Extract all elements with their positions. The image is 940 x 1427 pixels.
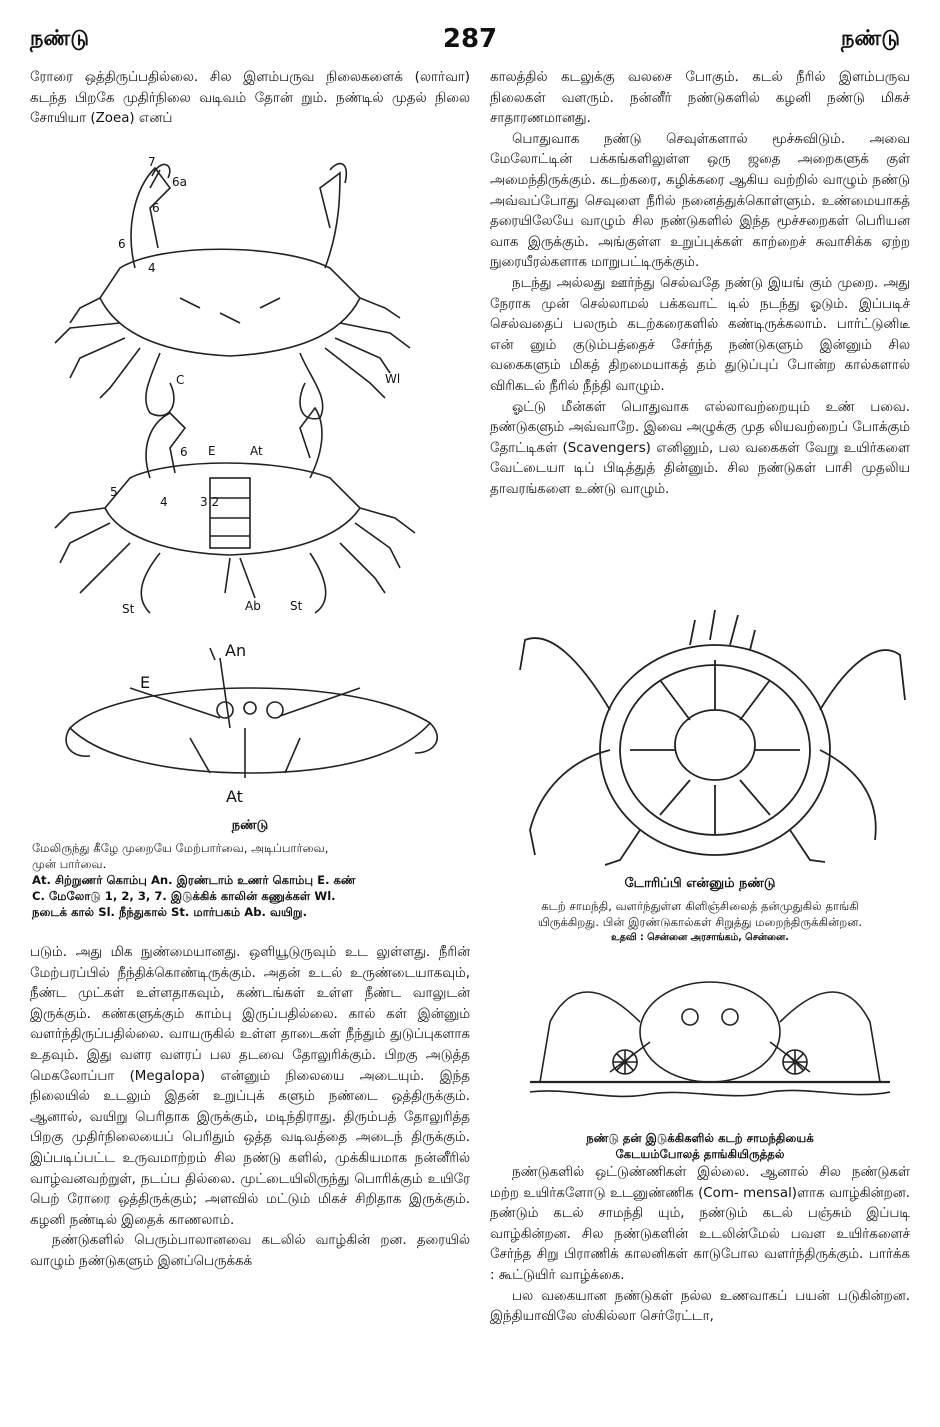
fig-label-32: 3 2	[200, 495, 220, 509]
fig-label-5: 5	[110, 485, 118, 499]
fig-label-6: 6	[152, 201, 160, 215]
dorippe-crab-illustration	[510, 600, 910, 870]
fig-label-6c: 6	[180, 445, 188, 459]
anemone-caption: நண்டு தன் இடுக்கிகளில் கடற் சாமந்தியைக் கேடயம்போலத் தாங்கியிருத்தல்	[586, 1131, 814, 1161]
figure-title: நண்டு	[231, 818, 269, 833]
photo-credit: உதவி : சென்னை அரசாங்கம், சென்னை.	[611, 932, 789, 943]
crab-ventral-view	[55, 408, 415, 613]
right-top-text: காலத்தில் கடலுக்கு வலசை போகும். கடல் நீரில் இளம்பருவ நிலைகள் வளரும். நன்னீர் நண்டுகளில் கழனி நண்டு மிகச் சாதாரணமானது. பொதுவாக நண்டு செவுள்களால் மூச்சுவிடும். அவை மேலோட்டின் பக்கங்களிலுள்ள ஒரு ஜதை அறைகளுக் குள் அமைந்திருக்கும். கடற்கரை, கழிக்கரை ஆகிய வற்றில் வாழும் நண்டு அவ்வப்போது செவுளை நீரில் நனைத்துக்கொள்ளும். உண்மையாகத் தரையிலேயே வாழும் சில நண்டுகளில் இந்த மூச்சறைகள் பெரியன வாக இருக்கும். அங்குள்ள உறுப்புக்கள் காற்றைச் சுவாசிக்க ஏற்ற நுரையீரல்களாக மாறுபட்டிருக்கும். நடந்து அல்லது ஊர்ந்து செல்வதே நண்டு இயங் கும் முறை. அது நேராக முன் செல்லாமல் பக்கவாட் டில் நடந்து ஓடும். இப்படிச் செல்வதைப் பலரும் கடற்கரைகளில் கண்டிருக்கலாம். பார்ட்டுனிடீ என் னும் குடும்பத்தைச் சேர்ந்த நண்டுகளும் இன்னும் சில வகைகளும் மிகத் திறமையாகத் தம் துடுப்புப் போன்ற கால்களால் விரிகடல் நீரில் நீந்தி வாழும். ஓட்டு மீன்கள் பொதுவாக எல்லாவற்றையும் உண் பவை. நண்டுகளும் அவ்வாறே. இவை அழுக்கு முத லியவற்றைப் போக்கும் தோட்டிகள் (Scavengers) எனினும், பல வகைகள் வேறு உயிர்களை வேட்டையா டிப் பிடித்துத் தின்னும். சில நண்டுகள் பாசி முதலிய தாவரங்களை உண்டு வாழும்.	[490, 70, 910, 497]
fig-label-4b: 4	[160, 495, 168, 509]
left-bottom-text: படும். அது மிக நுண்மையானது. ஒளியூடுருவும் உட லுள்ளது. நீரின் மேற்பரப்பில் நீந்திக்கொண்டிருக்கும். அதன் உடல் உருண்டையாகவும், நீண்ட முட்கள் உள்ளதாகவும், கண்டங்கள் உள்ள நீண்ட வாலுடன் இருக்கும். கண்களுக்கும் காம்பு இருப்பதில்லை. கால் கள் இன்னும் வளர்ந்திருப்பதில்லை. வாயருகில் உள்ள தாடைகள் நீந்தும் துடுப்புகளாக உதவும். இது வளர வளரப் பல தடவை தோலுரிக்கும். பிறகு அடுத்த மெகலோப்பா (Megalopa) என்னும் நிலையை அடையும். இந்த நிலையில் உடலும் இதன் உறுப்புக் களும் நண்டை ஒத்திருக்கும். ஆனால், வயிறு பெரிதாக இருக்கும், மடிந்திராது. திரும்பத் தோலுரித்த பிறகு முதிர்நிலையைப் பெரிதும் ஒத்த வடிவத்தை அடைந் திருக்கும். இப்படிப்பட்ட உருவமாற்றம் சில நண்டு களில், முக்கியமாக நன்னீரில் வாழ்வனவற்றுள், நடப்ப தில்லை. முட்டையிலிருந்து பொரிக்கும் உயிரே பெற் ரோரை ஒத்திருக்கும்; அளவில் மட்டும் மிகச் சிறிதாக இருக்கும். கழனி நண்டில் இதைக் காணலாம். நண்டுகளில் பெரும்பாலானவை கடலில் வாழ்கின் றன. தரையில் வாழும் நண்டுகளும் இனப்பெருக்கக்	[30, 945, 470, 1269]
running-head-right: நண்டு	[841, 26, 900, 50]
fig-label-at2: At	[226, 787, 243, 806]
fig-label-wl: Wl	[385, 372, 401, 386]
fig-label-st2: St	[290, 599, 303, 613]
page-number: 287	[442, 24, 498, 54]
fig-label-7: 7	[148, 155, 156, 169]
figure-caption: மேலிருந்து கீழே முறையே மேற்பார்வை, அடிப்பார்வை, முன் பார்வை. At. சிற்றுணர் கொம்பு An. இரண்டாம் உணர் கொம்பு E. கண் C. மேலோடு 1, 2, 3, 7. இடுக்கிக் காலின் கணுக்கள் Wl. நடைக் கால் Sl. நீந்துகால் St. மார்பகம் Ab. வயிறு.	[32, 841, 356, 919]
crab-front-view	[66, 648, 437, 778]
crab-figures	[40, 148, 460, 818]
fig-label-6a: 6a	[172, 175, 187, 189]
right-bottom-text: நண்டுகளில் ஒட்டுண்ணிகள் இல்லை. ஆனால் சில நண்டுகள் மற்ற உயிர்களோடு உடனுண்ணிக (Com- mensal)ளாக வாழ்கின்றன. நண்டும் கடல் சாமந்தி யும், நண்டும் கடல் பஞ்சும் இப்படி வாழ்கின்றன. சில நண்டுகளின் உடலின்மேல் பவள உயிர்களைச் சேர்ந்த சிறு பிராணிக் காலனிகள் காடுபோல வளர்ந்திருக்கும். பார்க்க : கூட்டுயிர் வாழ்க்கை. பல வகையான நண்டுகள் நல்ல உணவாகப் பயன் படுகின்றன. இந்தியாவிலே ஸ்கில்லா செர்ரேட்டா,	[490, 1165, 910, 1325]
fig-label-6b: 6	[118, 237, 126, 251]
crab-dorsal-view	[55, 164, 410, 419]
fig-label-e2: E	[140, 673, 151, 692]
fig-label-4: 4	[148, 261, 156, 275]
fig-label-c: C	[176, 373, 185, 387]
dorippe-caption: கடற் சாமந்தி, வளர்ந்துள்ள கிளிஞ்சிலைத் தன்முதுகில் தாங்கி யிருக்கிறது. பின் இரண்டுகால்கள் சிறுத்து மறைந்திருக்கின்றன. உதவி : சென்னை அரசாங்கம், சென்னை.	[490, 898, 910, 946]
fig-label-an: An	[225, 641, 247, 660]
fig-label-at: At	[250, 444, 263, 458]
fig-label-ab: Ab	[245, 599, 261, 613]
fig-label-e: E	[208, 444, 216, 458]
fig-label-st: St	[122, 602, 135, 616]
left-top-paragraph: ரோரை ஒத்திருப்பதில்லை. சில இளம்பருவ நிலைகளைக் (லார்வா) கடந்த பிறகே முதிர்நிலை வடிவம் தோன் றும். நண்டில் முதல் நிலை சோயியா (Zoea) எனப்	[30, 70, 470, 127]
running-head-left: நண்டு	[30, 26, 89, 50]
crab-with-anemones-illustration	[530, 962, 890, 1122]
dorippe-title: டோரிப்பி என்னும் நண்டு	[624, 876, 776, 891]
